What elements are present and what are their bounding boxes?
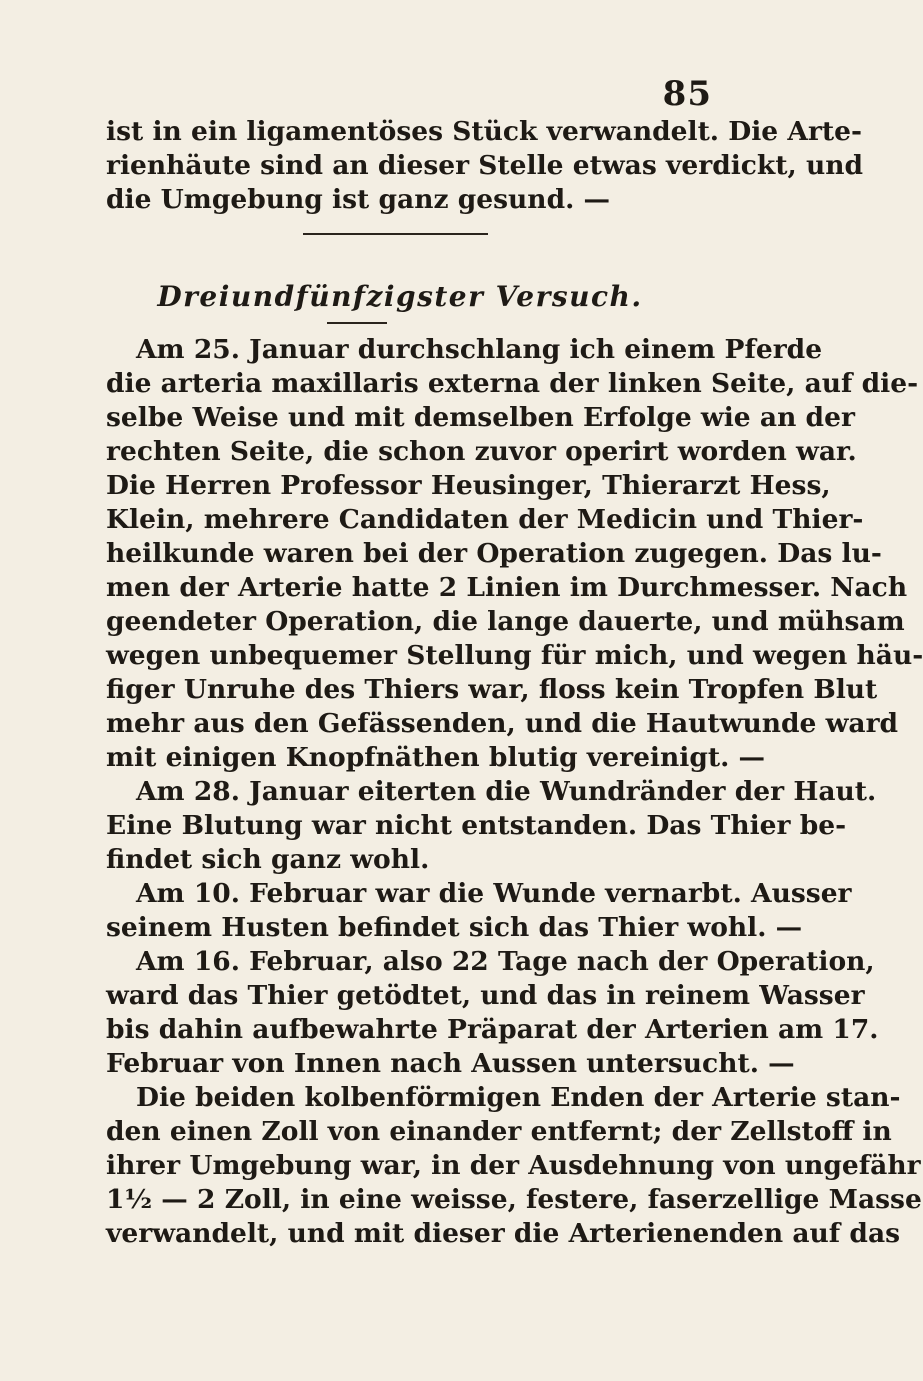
heading-underline-rule (327, 322, 387, 324)
text-line: mehr aus den Gefässenden, und die Hautwunde ward (106, 708, 899, 739)
text-line: verwandelt, und mit dieser die Arterienenden auf das (106, 1218, 901, 1249)
text-line: figer Unruhe des Thiers war, floss kein Tropfen Blut (106, 674, 878, 705)
text-line: wegen unbequemer Stellung für mich, und wegen häu- (106, 640, 923, 671)
text-line: Februar von Innen nach Aussen untersucht. — (106, 1048, 795, 1079)
text-line: Am 28. Januar eiterten die Wundränder der Haut. (136, 776, 877, 807)
text-line: Klein, mehrere Candidaten der Medicin und Thier- (106, 504, 864, 535)
text-line: Eine Blutung war nicht entstanden. Das Thier be- (106, 810, 847, 841)
text-line: geendeter Operation, die lange dauerte, und mühsam (106, 606, 905, 637)
section-divider-rule (303, 233, 488, 235)
text-line: ihrer Umgebung war, in der Ausdehnung von ungefähr (106, 1150, 921, 1181)
text-line: mit einigen Knopfnäthen blutig vereinigt. — (106, 742, 766, 773)
text-line: Die Herren Professor Heusinger, Thierarzt Hess, (106, 470, 831, 501)
text-line: Am 25. Januar durchschlang ich einem Pferde (136, 334, 823, 365)
text-line: die Umgebung ist ganz gesund. — (106, 184, 611, 215)
text-line: seinem Husten befindet sich das Thier wohl. — (106, 912, 803, 943)
text-line: die arteria maxillaris externa der linken Seite, auf die- (106, 368, 919, 399)
text-line: 1½ — 2 Zoll, in eine weisse, festere, faserzellige Masse (106, 1184, 922, 1215)
text-line: men der Arterie hatte 2 Linien im Durchmesser. Nach (106, 572, 908, 603)
text-line: selbe Weise und mit demselben Erfolge wie an der (106, 402, 855, 433)
text-line: rienhäute sind an dieser Stelle etwas verdickt, und (106, 150, 864, 181)
page-number: 85 (662, 74, 712, 114)
text-line: findet sich ganz wohl. (106, 844, 430, 875)
text-line: ist in ein ligamentöses Stück verwandelt. Die Arte- (106, 116, 863, 147)
text-line: Am 16. Februar, also 22 Tage nach der Operation, (136, 946, 875, 977)
text-line: den einen Zoll von einander entfernt; der Zellstoff in (106, 1116, 892, 1147)
section-heading: Dreiundfünfzigster Versuch. (157, 280, 643, 313)
text-line: rechten Seite, die schon zuvor operirt worden war. (106, 436, 857, 467)
experiment-body (106, 333, 923, 1251)
text-line: bis dahin aufbewahrte Präparat der Arterien am 17. (106, 1014, 879, 1045)
text-line: Am 10. Februar war die Wunde vernarbt. Ausser (136, 878, 852, 909)
paragraph-continuation (106, 115, 864, 217)
text-line: ward das Thier getödtet, und das in reinem Wasser (106, 980, 865, 1011)
text-line: heilkunde waren bei der Operation zugegen. Das lu- (106, 538, 882, 569)
text-line: Die beiden kolbenförmigen Enden der Arterie stan- (136, 1082, 901, 1113)
